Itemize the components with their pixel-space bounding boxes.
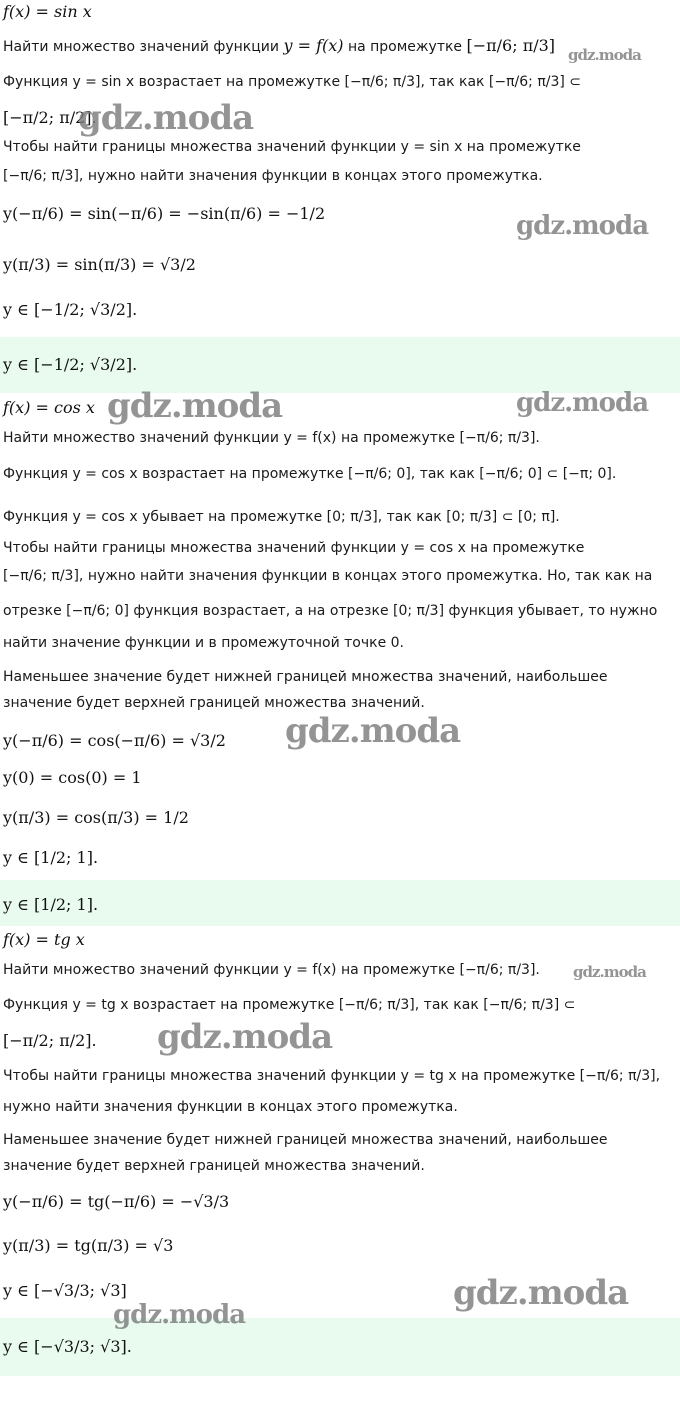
watermark: gdz.moda (573, 963, 646, 981)
answer-band-2 (0, 880, 680, 926)
sec2-minmax-1: Наменьшее значение будет нижней границей множества значений, наибольшее (3, 669, 608, 685)
sec2-bounds-4: найти значение функции и в промежуточной точке 0. (3, 635, 405, 651)
sec1-calc-1: y(−π/6) = sin(−π/6) = −sin(π/6) = −1/2 (3, 204, 326, 223)
watermark: gdz.moda (285, 711, 461, 751)
sec3-answer: y ∈ [−√3/3; √3]. (3, 1337, 132, 1356)
sec1-bounds-1: Чтобы найти границы множества значений функции y = sin x на промежутке (3, 139, 581, 155)
sec1-mono-cont: [−π/2; π/2]. (3, 108, 97, 127)
sec2-bounds-3: отрезке [−π/6; 0] функция возрастает, а на отрезке [0; π/3] функция убывает, то нужно (3, 603, 658, 619)
watermark: gdz.moda (113, 1300, 246, 1330)
sec2-calc-3: y(π/3) = cos(π/3) = 1/2 (3, 808, 189, 827)
watermark: gdz.moda (107, 386, 283, 426)
sec3-title: f(x) = tg x (3, 930, 85, 949)
sec3-task: Найти множество значений функции y = f(x) на промежутке [−π/6; π/3]. (3, 962, 540, 978)
sec1-calc-2: y(π/3) = sin(π/3) = √3/2 (3, 255, 196, 274)
sec2-minmax-2: значение будет верхней границей множества значений. (3, 695, 425, 711)
watermark: gdz.moda (516, 211, 649, 241)
sec2-dec: Функция y = cos x убывает на промежутке [0; π/3], так как [0; π/3] ⊂ [0; π]. (3, 509, 560, 525)
sec1-mono: Функция y = sin x возрастает на промежутке [−π/6; π/3], так как [−π/6; π/3] ⊂ (3, 74, 582, 90)
sec2-task: Найти множество значений функции y = f(x) на промежутке [−π/6; π/3]. (3, 430, 540, 446)
sec1-result: y ∈ [−1/2; √3/2]. (3, 300, 138, 319)
sec2-bounds-2: [−π/6; π/3], нужно найти значения функции в концах этого промежутка. Но, так как на (3, 568, 653, 584)
sec2-title: f(x) = cos x (3, 398, 95, 417)
sec3-minmax-2: значение будет верхней границей множества значений. (3, 1158, 425, 1174)
sec1-title: f(x) = sin x (3, 2, 92, 21)
watermark: gdz.moda (157, 1017, 333, 1057)
watermark: gdz.moda (78, 98, 254, 138)
sec3-calc-1: y(−π/6) = tg(−π/6) = −√3/3 (3, 1192, 230, 1211)
sec2-calc-2: y(0) = cos(0) = 1 (3, 768, 142, 787)
sec2-bounds-1: Чтобы найти границы множества значений функции y = cos x на промежутке (3, 540, 585, 556)
sec2-result: y ∈ [1/2; 1]. (3, 848, 99, 867)
sec1-task-func: y = f(x) (283, 36, 344, 55)
watermark: gdz.moda (453, 1273, 629, 1313)
sec1-task-on: на промежутке (347, 39, 463, 55)
watermark: gdz.moda (568, 46, 641, 64)
sec1-task (3, 36, 555, 57)
sec3-bounds-1: Чтобы найти границы множества значений функции y = tg x на промежутке [−π/6; π/3], (3, 1068, 661, 1084)
sec3-mono: Функция y = tg x возрастает на промежутке [−π/6; π/3], так как [−π/6; π/3] ⊂ (3, 997, 576, 1013)
sec2-calc-1: y(−π/6) = cos(−π/6) = √3/2 (3, 731, 226, 750)
sec3-mono-cont: [−π/2; π/2]. (3, 1031, 97, 1050)
sec2-inc: Функция y = cos x возрастает на промежутке [−π/6; 0], так как [−π/6; 0] ⊂ [−π; 0]. (3, 466, 617, 482)
sec1-bounds-2: [−π/6; π/3], нужно найти значения функции в концах этого промежутка. (3, 168, 543, 184)
watermark: gdz.moda (516, 388, 649, 418)
sec1-answer: y ∈ [−1/2; √3/2]. (3, 355, 138, 374)
sec1-task-text: Найти множество значений функции (3, 39, 279, 55)
sec3-result: y ∈ [−√3/3; √3] (3, 1281, 127, 1300)
sec3-calc-2: y(π/3) = tg(π/3) = √3 (3, 1236, 174, 1255)
sec3-bounds-2: нужно найти значения функции в концах этого промежутка. (3, 1099, 458, 1115)
sec1-task-interval: [−π/6; π/3] (466, 36, 556, 55)
sec2-answer: y ∈ [1/2; 1]. (3, 895, 99, 914)
sec3-minmax-1: Наменьшее значение будет нижней границей множества значений, наибольшее (3, 1132, 608, 1148)
